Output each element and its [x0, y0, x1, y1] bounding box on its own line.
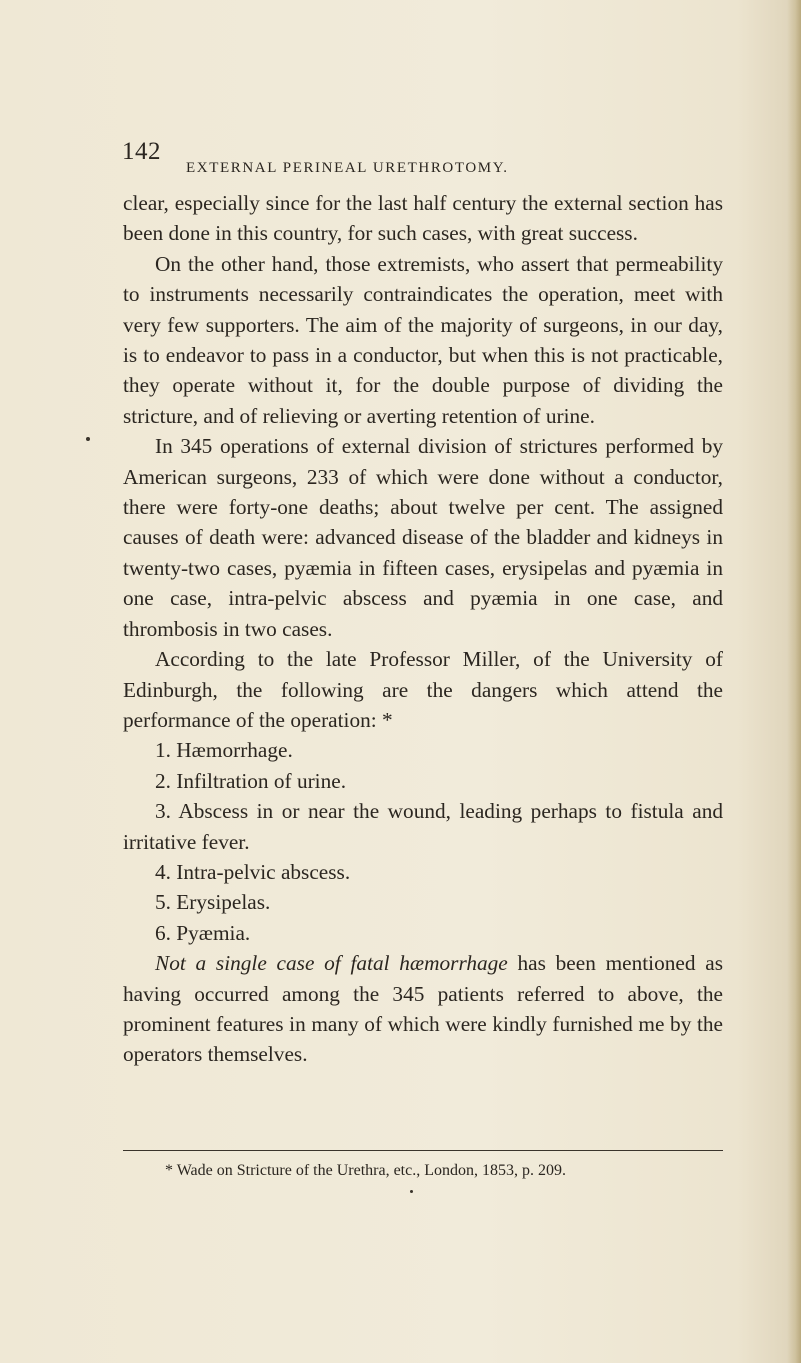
page-edge-shadow	[787, 0, 801, 1363]
ink-speck	[86, 437, 90, 441]
running-head: EXTERNAL PERINEAL URETHROTOMY.	[186, 160, 509, 176]
list-item: 4. Intra-pelvic abscess.	[155, 859, 351, 884]
paragraph-3: In 345 operations of external division of strictures performed by American surgeons, 233 of which were done without a conductor, there were forty-one deaths; about twelve per cent. The assigned causes of death were: advanced disease of the bladder and kidneys in twenty-two cases, pyæmia in fifteen cases, erysipelas and pyæmia in one case, intra-pelvic abscess and pyæmia in one case, and thrombosis in two cases.	[123, 434, 723, 641]
paragraph-4: According to the late Professor Miller, of the University of Edinburgh, the following are the dangers which attend the performance of the operation: *	[123, 647, 723, 732]
paragraph-1: clear, especially since for the last half century the external section has been done in this country, for such cases, with great success.	[123, 191, 723, 246]
list-item: 6. Pyæmia.	[155, 920, 251, 945]
footnote: * Wade on Stricture of the Urethra, etc., London, 1853, p. 209.	[165, 1162, 566, 1179]
paragraph-5-rest: has been mentioned as having occurred among the 345 patients referred to above, the prominent features in many of which were kindly furnished me by the operators themselves.	[123, 951, 723, 1067]
list-item: 2. Infiltration of urine.	[155, 768, 347, 793]
italic-lead: Not a single case of fatal hæmorrhage	[155, 951, 508, 976]
body-text	[123, 188, 723, 1070]
list-item: 3. Abscess in or near the wound, leading perhaps to fistula and irritative fever.	[123, 799, 723, 854]
page-number: 142	[122, 138, 161, 165]
footnote-rule	[123, 1150, 723, 1151]
paragraph-5	[123, 948, 723, 1070]
ink-speck	[410, 1190, 413, 1193]
paragraph-2: On the other hand, those extremists, who assert that permeability to instruments necessarily contraindicates the operation, meet with very few supporters. The aim of the majority of surgeons, in our day, is to endeavor to pass in a conductor, but when this is not practicable, they operate without it, for the double purpose of dividing the stricture, and of relieving or averting retention of urine.	[123, 251, 723, 428]
page-header	[122, 138, 722, 178]
list-item: 1. Hæmorrhage.	[155, 738, 293, 763]
list-item: 5. Erysipelas.	[155, 890, 271, 915]
